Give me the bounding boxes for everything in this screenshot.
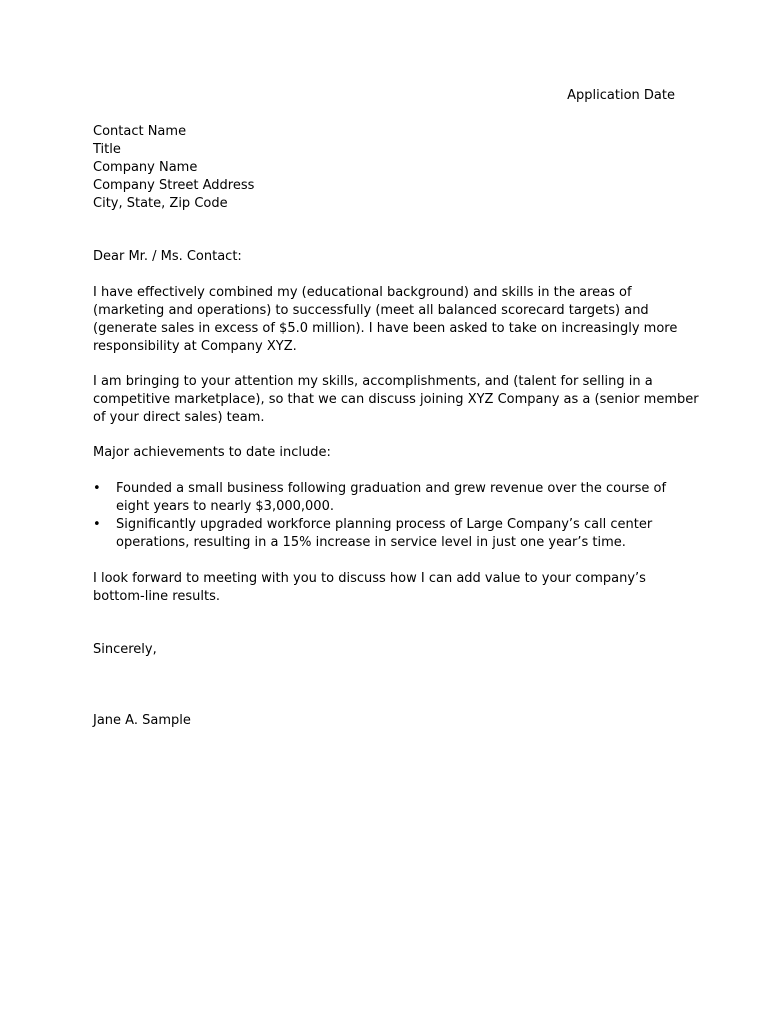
recipient-company-name: Company Name [93,160,198,175]
recipient-city-state-zip: City, State, Zip Code [93,196,228,211]
paragraph-2-line: I am bringing to your attention my skills, accomplishments, and (talent for selling in a [93,374,653,389]
bullet-icon: • [93,517,101,532]
achievement-item [93,516,683,552]
recipient-title: Title [93,142,121,157]
closing: Sincerely, [93,642,157,657]
paragraph-2 [93,373,699,427]
achievement-line: operations, resulting in a 15% increase in service level in just one year’s time. [116,535,626,550]
recipient-street-address: Company Street Address [93,178,255,193]
closing-paragraph-line: I look forward to meeting with you to discuss how I can add value to your company’s [93,571,646,586]
paragraph-1-line: (generate sales in excess of $5.0 million). I have been asked to take on increasingly more [93,321,678,336]
achievement-line: Founded a small business following graduation and grew revenue over the course of [116,481,667,496]
achievements-intro: Major achievements to date include: [93,445,331,460]
paragraph-1-line: I have effectively combined my (educational background) and skills in the areas of [93,285,632,300]
closing-paragraph-line: bottom-line results. [93,589,220,604]
recipient-address-block [93,123,683,213]
signature-name: Jane A. Sample [93,713,191,728]
paragraph-1-line: responsibility at Company XYZ. [93,339,297,354]
achievement-line: eight years to nearly $3,000,000. [116,499,334,514]
paragraph-2-line: of your direct sales) team. [93,410,265,425]
achievements-list [93,480,683,552]
paragraph-1 [93,284,683,356]
achievement-line: Significantly upgraded workforce planning process of Large Company’s call center [116,517,653,532]
paragraph-2-line: competitive marketplace), so that we can discuss joining XYZ Company as a (senior member [93,392,699,407]
achievement-item [93,480,683,516]
application-date: Application Date [567,88,675,103]
paragraph-1-line: (marketing and operations) to successfully (meet all balanced scorecard targets) and [93,303,649,318]
salutation: Dear Mr. / Ms. Contact: [93,249,242,264]
bullet-icon: • [93,481,101,496]
closing-paragraph [93,570,683,606]
recipient-contact-name: Contact Name [93,124,187,139]
